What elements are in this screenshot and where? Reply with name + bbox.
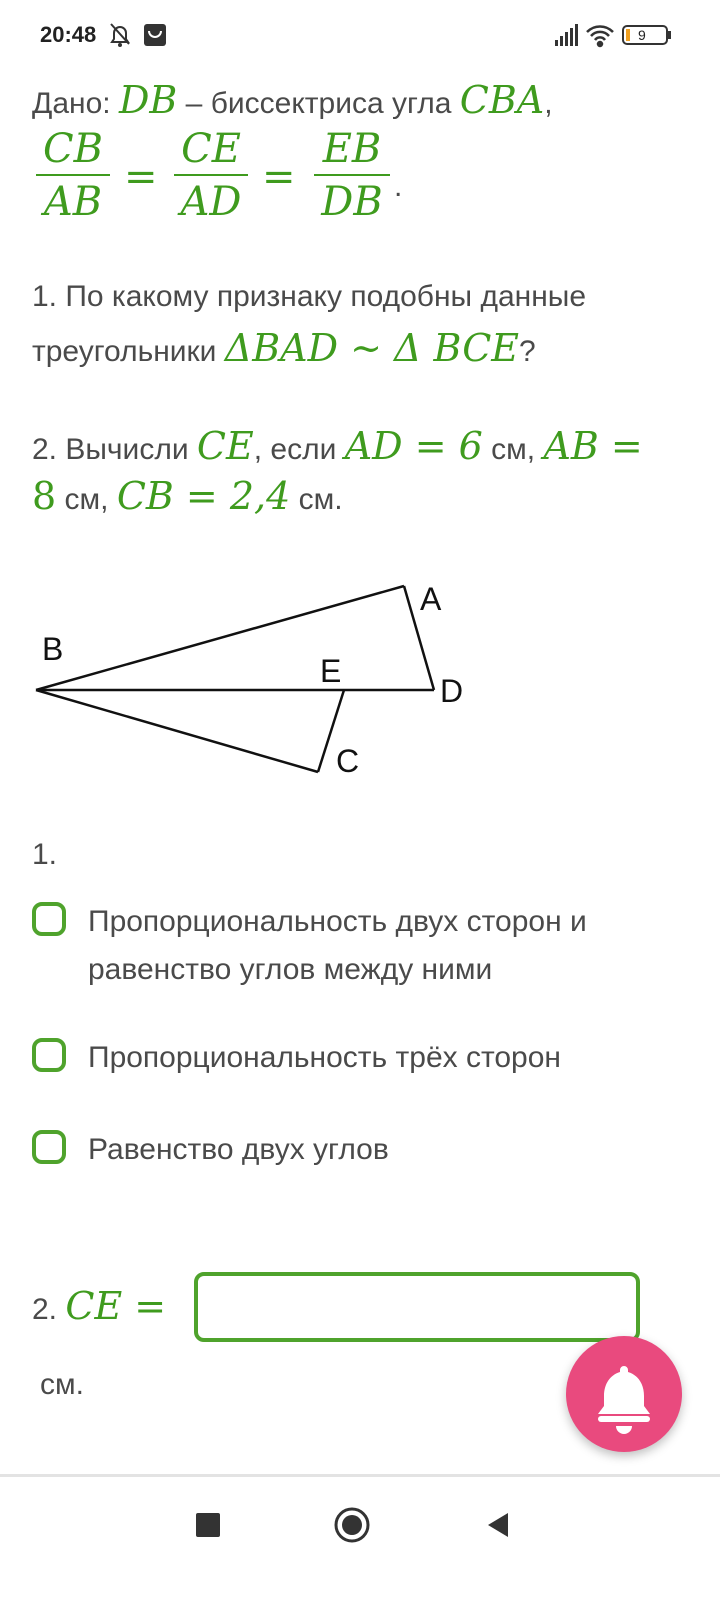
option-aa-label: Равенство двух углов (88, 1133, 389, 1166)
given-label: Дано: (32, 87, 111, 120)
nav-icons (0, 1477, 720, 1577)
equals-1: = (124, 154, 158, 200)
label-c: C (336, 743, 360, 779)
question1-math: ΔBAD ∼ Δ BCE (224, 326, 520, 370)
q2-ce: CE (196, 424, 254, 468)
question2-label: 2. (32, 1293, 58, 1326)
label-a: A (420, 581, 442, 617)
option-sss-label: Пропорциональность трёх сторон (88, 1041, 561, 1074)
option-sas[interactable] (32, 898, 672, 998)
given-angle: CBA (459, 78, 545, 122)
q2-text-a: 2. Вычисли (32, 433, 197, 466)
question2-expr: CE = (65, 1284, 167, 1328)
fraction-1-num: CB (36, 126, 110, 176)
fraction-3 (314, 126, 390, 228)
checkbox-sas[interactable] (32, 902, 66, 936)
checkbox-aa[interactable] (32, 1130, 66, 1164)
question2-line1 (32, 424, 643, 468)
q2-ad: AD = 6 (344, 424, 483, 468)
answer-unit: см. (40, 1368, 84, 1401)
fraction-3-num: EB (314, 126, 390, 176)
fraction-period: . (394, 170, 403, 203)
equals-2: = (262, 154, 296, 200)
fraction-2 (174, 126, 248, 228)
battery-level: 9 (638, 27, 646, 43)
q2-text-d: см, (56, 483, 117, 516)
given-segment: DB (118, 78, 178, 122)
shopping-bag-icon (144, 24, 166, 46)
segment-bc (36, 690, 318, 772)
status-icons-left (108, 20, 188, 50)
question1-line1: 1. По какому признаку подобны данные (32, 280, 587, 313)
status-time: 20:48 (40, 22, 97, 47)
question2-answer-line (32, 1284, 166, 1328)
question2-line2 (32, 474, 343, 518)
back-triangle-icon[interactable] (488, 1513, 508, 1537)
q2-text-b: , если (253, 433, 345, 466)
battery-icon (623, 26, 671, 44)
option-sas-line2: равенство углов между ними (88, 953, 493, 986)
home-circle-icon[interactable] (336, 1509, 368, 1541)
q2-text-c: см, (482, 433, 544, 466)
fraction-2-num: CE (174, 126, 248, 176)
triangle-diagram (30, 560, 490, 800)
fraction-3-den: DB (321, 179, 383, 225)
navigation-bar (0, 1474, 720, 1603)
segment-ba (36, 586, 404, 690)
wifi-icon (587, 26, 613, 46)
notification-fab[interactable] (566, 1336, 682, 1452)
signal-icon (555, 24, 578, 46)
checkbox-sss[interactable] (32, 1038, 66, 1072)
ce-answer-input[interactable] (194, 1272, 640, 1342)
square-icon[interactable] (196, 1513, 220, 1537)
given-dash: – биссектриса угла (177, 87, 460, 120)
q2-text-e: см. (290, 483, 343, 516)
q2-eight: 8 (32, 474, 57, 518)
question1-line2 (32, 326, 536, 370)
label-e: E (320, 653, 342, 689)
q2-ab: AB = (543, 424, 643, 468)
q2-cb: CB = 2,4 (116, 474, 291, 518)
option-aa[interactable] (32, 1126, 672, 1176)
option-sas-label (88, 898, 668, 994)
given-line (32, 78, 553, 122)
label-d: D (440, 673, 464, 709)
question1-end: ? (519, 335, 536, 368)
bell-off-icon (111, 24, 129, 47)
fraction-1-den: AB (43, 179, 103, 225)
question1-text: треугольники (32, 335, 225, 368)
option-sss[interactable] (32, 1034, 672, 1084)
status-bar (0, 0, 720, 70)
fraction-2-den: AD (180, 179, 242, 225)
option-sas-line1: Пропорциональность двух сторон и (88, 905, 587, 938)
bell-icon (566, 1336, 682, 1452)
fraction-1 (36, 126, 110, 228)
label-b: B (42, 631, 64, 667)
question1-label: 1. (32, 838, 58, 871)
given-comma: , (544, 87, 553, 120)
status-icons-right (555, 20, 695, 50)
